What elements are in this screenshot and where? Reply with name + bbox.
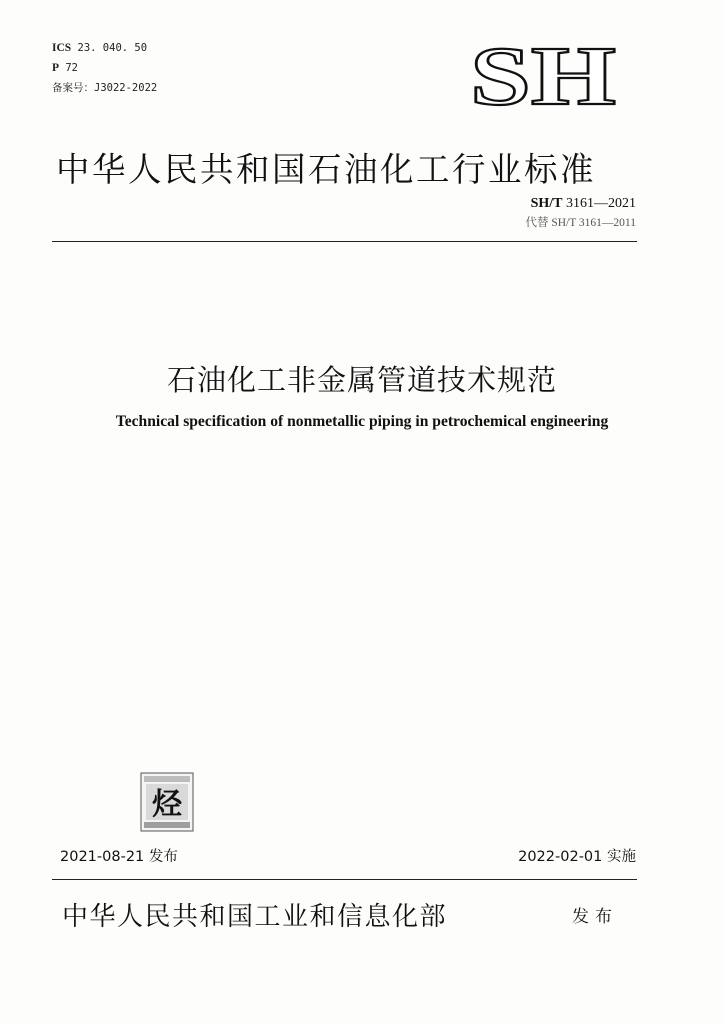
document-title-en: Technical specification of nonmetallic piping in petrochemical engineering: [115, 413, 609, 430]
issue-date: 2021-08-21 发布: [60, 849, 178, 865]
standard-number: [525, 196, 636, 212]
issuing-authority: 中华人民共和国工业和信息化部: [62, 902, 448, 932]
record-line: [52, 78, 157, 98]
standard-prefix: SH/T: [530, 196, 563, 211]
document-title-cn: 石油化工非金属管道技术规范: [166, 363, 557, 397]
replaces-note: 代替 SH/T 3161—2011: [525, 217, 636, 229]
banner-title: 中华人民共和国石油化工行业标准: [56, 150, 596, 189]
class-label: P: [52, 62, 60, 74]
publisher-stamp: [140, 772, 194, 832]
standard-code: 3161—2021: [562, 196, 636, 211]
stamp-glyph: 烃: [152, 787, 182, 822]
record-label: 备案号：: [52, 82, 94, 94]
bottom-divider: [52, 879, 637, 880]
sh-logo: [468, 40, 618, 110]
ics-label: ICS: [52, 42, 72, 54]
implementation-date: 2022-02-01 实施: [518, 849, 636, 865]
class-line: [52, 58, 157, 78]
standard-number-block: [525, 196, 636, 230]
class-value: 72: [65, 62, 79, 74]
ics-value: 23. 040. 50: [77, 42, 148, 54]
record-value: J3022-2022: [94, 82, 158, 94]
ics-line: [52, 38, 157, 58]
issuing-label: 发布: [572, 907, 618, 927]
logo-text: SH: [470, 40, 616, 110]
top-divider: [52, 241, 637, 242]
classification-block: [52, 38, 157, 98]
